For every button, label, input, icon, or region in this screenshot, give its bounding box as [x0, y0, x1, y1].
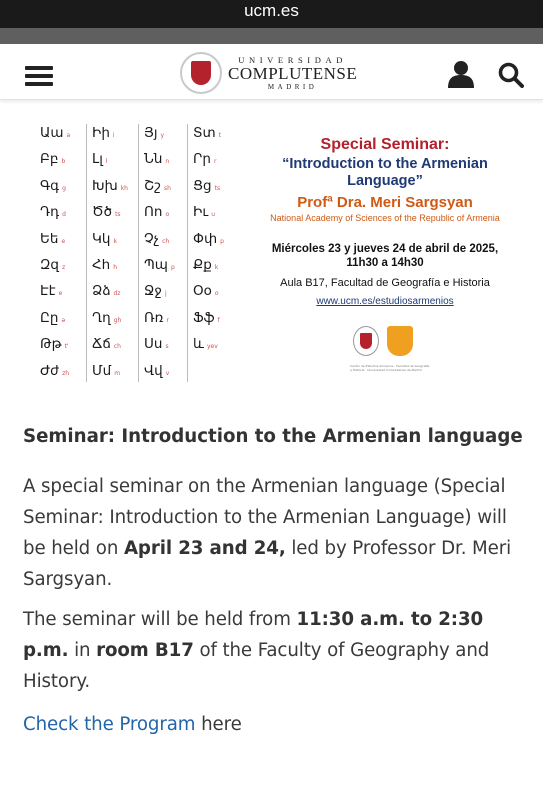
- alphabet-transliteration: u: [211, 211, 216, 219]
- site-header: [0, 44, 543, 100]
- alphabet-letter: [144, 226, 175, 252]
- alphabet-glyph: Ձձ: [92, 283, 111, 300]
- alphabet-transliteration: ə: [61, 316, 66, 324]
- alphabet-letter: [193, 358, 224, 384]
- p3-text-after: here: [195, 714, 242, 735]
- alphabet-glyph: Վվ: [144, 362, 163, 379]
- alphabet-transliteration: f: [217, 316, 220, 324]
- alphabet-transliteration: o: [214, 290, 219, 298]
- alphabet-glyph: Թթ: [40, 336, 62, 353]
- article-paragraph-1: [23, 471, 523, 595]
- alphabet-transliteration: g: [62, 184, 66, 192]
- alphabet-letter: [92, 120, 128, 146]
- alphabet-letter: [193, 146, 224, 172]
- poster-professor: Profª Dra. Meri Sargsyan: [297, 194, 473, 211]
- alphabet-transliteration: yev: [206, 343, 218, 351]
- alphabet-letter: [92, 331, 128, 357]
- alphabet-letter: [193, 226, 224, 252]
- alphabet-glyph: Ցց: [193, 177, 212, 194]
- article-body: [23, 426, 523, 735]
- alphabet-transliteration: gh: [113, 316, 122, 324]
- alphabet-glyph: Խխ: [92, 177, 118, 194]
- alphabet-letter: [193, 199, 224, 225]
- alphabet-transliteration: j: [164, 290, 167, 298]
- alphabet-transliteration: b: [61, 158, 66, 166]
- alphabet-transliteration: sh: [163, 184, 171, 192]
- alphabet-letter: [40, 146, 70, 172]
- p1-text-after: led by Professor Dr. Meri Sargsyan.: [23, 538, 512, 590]
- alphabet-letter: [193, 305, 224, 331]
- alphabet-letter: [144, 173, 175, 199]
- alphabet-glyph: Դդ: [40, 204, 60, 221]
- poster-dates: [250, 242, 520, 270]
- alphabet-letter: [144, 305, 175, 331]
- alphabet-letter: [40, 199, 70, 225]
- university-seal-icon: [180, 52, 222, 94]
- alphabet-letter: [193, 120, 224, 146]
- alphabet-transliteration: ch: [162, 237, 170, 245]
- alphabet-glyph: Էէ: [40, 283, 56, 300]
- browser-url-text: ucm.es: [244, 1, 299, 20]
- p2-bold-time: 11:30 a.m. to 2:30 p.m.: [23, 609, 484, 661]
- article-paragraph-2: [23, 604, 523, 697]
- browser-toolbar-strip: [0, 28, 543, 44]
- faculty-shield-icon: [387, 326, 413, 356]
- article-paragraph-3: [23, 709, 523, 740]
- alphabet-transliteration: d: [62, 211, 66, 219]
- search-icon[interactable]: [498, 62, 524, 88]
- alphabet-glyph: Գգ: [40, 177, 60, 194]
- alphabet-glyph: Կկ: [92, 230, 111, 247]
- alphabet-glyph: Ջջ: [144, 283, 162, 300]
- alphabet-letter: [144, 278, 175, 304]
- p2-bold-room: room B17: [96, 640, 194, 661]
- alphabet-glyph: Իւ: [193, 204, 209, 221]
- alphabet-divider: [86, 124, 87, 382]
- alphabet-column: [144, 120, 175, 384]
- alphabet-transliteration: kh: [120, 184, 128, 192]
- alphabet-letter: [40, 252, 70, 278]
- alphabet-transliteration: ts: [214, 184, 221, 192]
- alphabet-glyph: Քք: [193, 256, 212, 273]
- logo-line-1: UNIVERSIDAD: [238, 55, 347, 65]
- alphabet-transliteration: e: [61, 237, 66, 245]
- alphabet-letter: [144, 199, 175, 225]
- ucm-seal-icon: [353, 326, 379, 356]
- user-icon[interactable]: [448, 60, 474, 88]
- poster-footer-text: Centro de Estudios Armenios · Facultad de Geografía e Historia · Universidad Complutense de Madrid: [350, 364, 430, 372]
- alphabet-letter: [40, 120, 70, 146]
- logo-line-2: COMPLUTENSE: [228, 64, 358, 83]
- poster-kicker: Special Seminar:: [320, 136, 450, 153]
- alphabet-glyph: Աա: [40, 125, 64, 141]
- alphabet-transliteration: k: [214, 263, 219, 271]
- alphabet-glyph: Չչ: [144, 230, 160, 247]
- alphabet-column: [92, 120, 128, 384]
- alphabet-letter: [144, 358, 175, 384]
- article-heading: Seminar: Introduction to the Armenian language: [23, 426, 523, 447]
- poster-room: Aula B17, Facultad de Geografía e Historia: [280, 277, 490, 289]
- alphabet-transliteration: v: [165, 369, 170, 377]
- hamburger-icon[interactable]: [25, 66, 53, 90]
- poster-title: [250, 156, 520, 190]
- alphabet-glyph: Տտ: [193, 125, 216, 141]
- alphabet-glyph: Ոո: [144, 204, 163, 221]
- alphabet-transliteration: y: [160, 132, 165, 139]
- alphabet-glyph: Ֆֆ: [193, 309, 215, 326]
- alphabet-letter: [40, 173, 70, 199]
- alphabet-letter: [40, 331, 70, 357]
- alphabet-letter: [193, 173, 224, 199]
- alphabet-glyph: Ճճ: [92, 336, 111, 353]
- alphabet-transliteration: ch: [113, 343, 121, 351]
- p1-bold-dates: April 23 and 24,: [123, 538, 286, 559]
- alphabet-letter: [40, 358, 70, 384]
- alphabet-column: [40, 120, 70, 384]
- alphabet-column: [193, 120, 224, 384]
- alphabet-transliteration: m: [114, 369, 121, 377]
- alphabet-divider: [138, 124, 139, 382]
- alphabet-letter: [92, 199, 128, 225]
- p2-text-before: The seminar will be held from: [23, 609, 297, 630]
- alphabet-transliteration: n: [165, 158, 170, 166]
- alphabet-glyph: Նն: [144, 151, 163, 168]
- p1-text-before: A special seminar on the Armenian language (Special Seminar: Introduction to the Armenian Language) will be held on: [23, 476, 507, 559]
- alphabet-transliteration: r: [213, 158, 217, 166]
- alphabet-letter: [193, 278, 224, 304]
- alphabet-transliteration: dz: [113, 290, 121, 298]
- poster-title-line-1: “Introduction to the Armenian: [282, 156, 488, 172]
- poster-website: www.ucm.es/estudiosarmenios: [316, 296, 454, 307]
- alphabet-letter: [144, 146, 175, 172]
- alphabet-glyph: Իի: [92, 125, 110, 141]
- armenian-alphabet-table: [40, 120, 238, 388]
- alphabet-glyph: Ռռ: [144, 309, 164, 326]
- alphabet-transliteration: l: [105, 158, 108, 166]
- program-link[interactable]: Check the Program: [23, 714, 196, 735]
- alphabet-glyph: Փփ: [193, 230, 218, 247]
- seminar-poster-image: [40, 120, 525, 390]
- logo-line-3: MADRID: [267, 83, 318, 91]
- alphabet-glyph: Եե: [40, 230, 59, 247]
- alphabet-letter: [92, 358, 128, 384]
- alphabet-transliteration: r: [166, 316, 169, 324]
- alphabet-transliteration: z: [62, 263, 66, 271]
- alphabet-transliteration: p: [170, 263, 175, 271]
- alphabet-letter: [92, 173, 128, 199]
- alphabet-letter: [193, 331, 224, 357]
- p2-text-after: of the Faculty of Geography and History.: [23, 640, 490, 692]
- alphabet-glyph: Օօ: [193, 283, 212, 300]
- alphabet-letter: [40, 278, 70, 304]
- alphabet-glyph: Ծծ: [92, 204, 113, 221]
- poster-title-line-2: Language”: [347, 173, 423, 189]
- alphabet-transliteration: o: [165, 211, 170, 219]
- university-logo[interactable]: [180, 50, 357, 96]
- alphabet-letter: [144, 252, 175, 278]
- alphabet-glyph: Յյ: [144, 125, 158, 141]
- alphabet-letter: [92, 252, 128, 278]
- alphabet-glyph: Մմ: [92, 362, 112, 379]
- alphabet-glyph: Ղղ: [92, 309, 111, 326]
- alphabet-transliteration: i: [112, 132, 115, 139]
- alphabet-glyph: Րր: [193, 151, 211, 168]
- alphabet-letter: [92, 278, 128, 304]
- alphabet-glyph: Հհ: [92, 256, 111, 273]
- alphabet-transliteration: k: [113, 237, 117, 245]
- alphabet-transliteration: t': [64, 343, 69, 351]
- alphabet-transliteration: s: [165, 343, 169, 351]
- browser-url-bar[interactable]: [0, 0, 543, 28]
- p2-text-mid: in: [68, 640, 97, 661]
- poster-academy: National Academy of Sciences of the Republic of Armenia: [270, 213, 500, 223]
- alphabet-letter: [92, 146, 128, 172]
- alphabet-letter: [144, 120, 175, 146]
- poster-dates-line-1: Miércoles 23 y jueves 24 de abril de 2025,: [271, 243, 499, 255]
- alphabet-transliteration: zh: [62, 369, 70, 377]
- alphabet-transliteration: a: [66, 132, 71, 139]
- alphabet-letter: [40, 305, 70, 331]
- alphabet-glyph: Բբ: [40, 151, 59, 168]
- alphabet-transliteration: ts: [115, 211, 121, 219]
- alphabet-glyph: և: [193, 336, 204, 353]
- alphabet-glyph: Զզ: [40, 256, 59, 273]
- alphabet-letter: [40, 226, 70, 252]
- poster-logos: [353, 326, 413, 366]
- alphabet-glyph: Ըը: [40, 309, 59, 326]
- alphabet-letter: [92, 226, 128, 252]
- alphabet-glyph: Շշ: [144, 177, 161, 194]
- alphabet-glyph: Պպ: [144, 256, 168, 273]
- alphabet-transliteration: t: [218, 132, 222, 139]
- alphabet-glyph: Լլ: [92, 151, 103, 168]
- alphabet-glyph: Ժժ: [40, 362, 60, 379]
- poster-dates-line-2: 11h30 a 14h30: [346, 257, 424, 269]
- alphabet-transliteration: p: [220, 237, 224, 245]
- alphabet-letter: [193, 252, 224, 278]
- alphabet-glyph: Սս: [144, 336, 163, 353]
- alphabet-letter: [144, 331, 175, 357]
- alphabet-transliteration: e: [58, 290, 63, 298]
- alphabet-transliteration: h: [113, 263, 118, 271]
- alphabet-divider: [187, 124, 188, 382]
- alphabet-letter: [92, 305, 128, 331]
